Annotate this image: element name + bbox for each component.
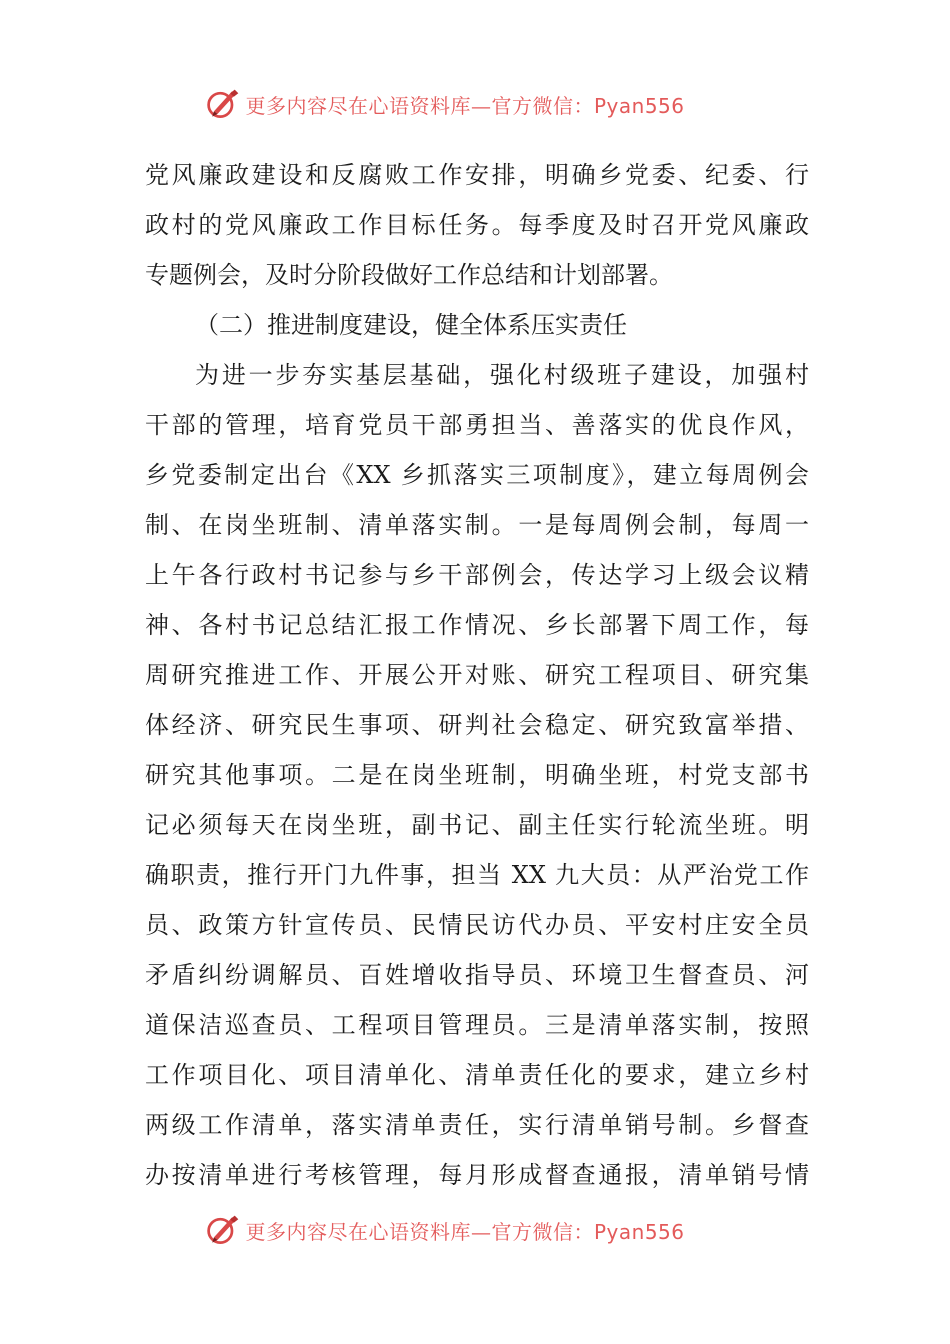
text-line: 道保洁巡查员、工程项目管理员。三是清单落实制，按照 <box>145 1011 809 1039</box>
text-line: 矛盾纠纷调解员、百姓增收指导员、环境卫生督查员、河 <box>145 961 809 989</box>
wechat-id: Pyan556 <box>593 1219 685 1244</box>
text-line: 记必须每天在岗坐班，副书记、副主任实行轮流坐班。明 <box>145 811 809 839</box>
text-line: 神、各村书记总结汇报工作情况、乡长部署下周工作，每 <box>145 611 809 639</box>
text-line: 乡党委制定出台《XX 乡抓落实三项制度》，建立每周例会 <box>145 461 809 489</box>
pen-logo-icon <box>205 1212 241 1248</box>
wechat-id: Pyan556 <box>593 93 685 118</box>
text-line: 干部的管理，培育党员干部勇担当、善落实的优良作风， <box>145 411 809 439</box>
text-line: 周研究推进工作、开展公开对账、研究工程项目、研究集 <box>145 661 809 689</box>
text-line: 制、在岗坐班制、清单落实制。一是每周例会制，每周一 <box>145 511 809 539</box>
text-line: 政村的党风廉政工作目标任务。每季度及时召开党风廉政 <box>145 211 809 239</box>
text-line: 员、政策方针宣传员、民情民访代办员、平安村庄安全员 <box>145 911 809 939</box>
text-line: 工作项目化、项目清单化、清单责任化的要求，建立乡村 <box>145 1061 809 1089</box>
text-line: 两级工作清单，落实清单责任，实行清单销号制。乡督查 <box>145 1111 809 1139</box>
text-line: 专题例会，及时分阶段做好工作总结和计划部署。 <box>145 261 673 289</box>
text-line: 上午各行政村书记参与乡干部例会，传达学习上级会议精 <box>145 561 809 589</box>
watermark-text: 更多内容尽在心语资料库—官方微信：Pyan556 <box>245 1219 685 1244</box>
text-line: 为进一步夯实基层基础，强化村级班子建设，加强村 <box>195 361 809 389</box>
watermark-header <box>0 84 950 124</box>
pen-logo-icon <box>205 86 241 122</box>
text-line: 办按清单进行考核管理，每月形成督查通报，清单销号情 <box>145 1161 809 1189</box>
text-line: 研究其他事项。二是在岗坐班制，明确坐班，村党支部书 <box>145 761 809 789</box>
section-heading: （二）推进制度建设，健全体系压实责任 <box>195 311 627 339</box>
text-line: 体经济、研究民生事项、研判社会稳定、研究致富举措、 <box>145 711 809 739</box>
document-body <box>145 150 809 1200</box>
text-line: 党风廉政建设和反腐败工作安排，明确乡党委、纪委、行 <box>145 161 809 189</box>
watermark-footer <box>0 1210 950 1250</box>
text-line: 确职责，推行开门九件事，担当 XX 九大员：从严治党工作 <box>145 861 809 889</box>
watermark-text: 更多内容尽在心语资料库—官方微信：Pyan556 <box>245 93 685 118</box>
